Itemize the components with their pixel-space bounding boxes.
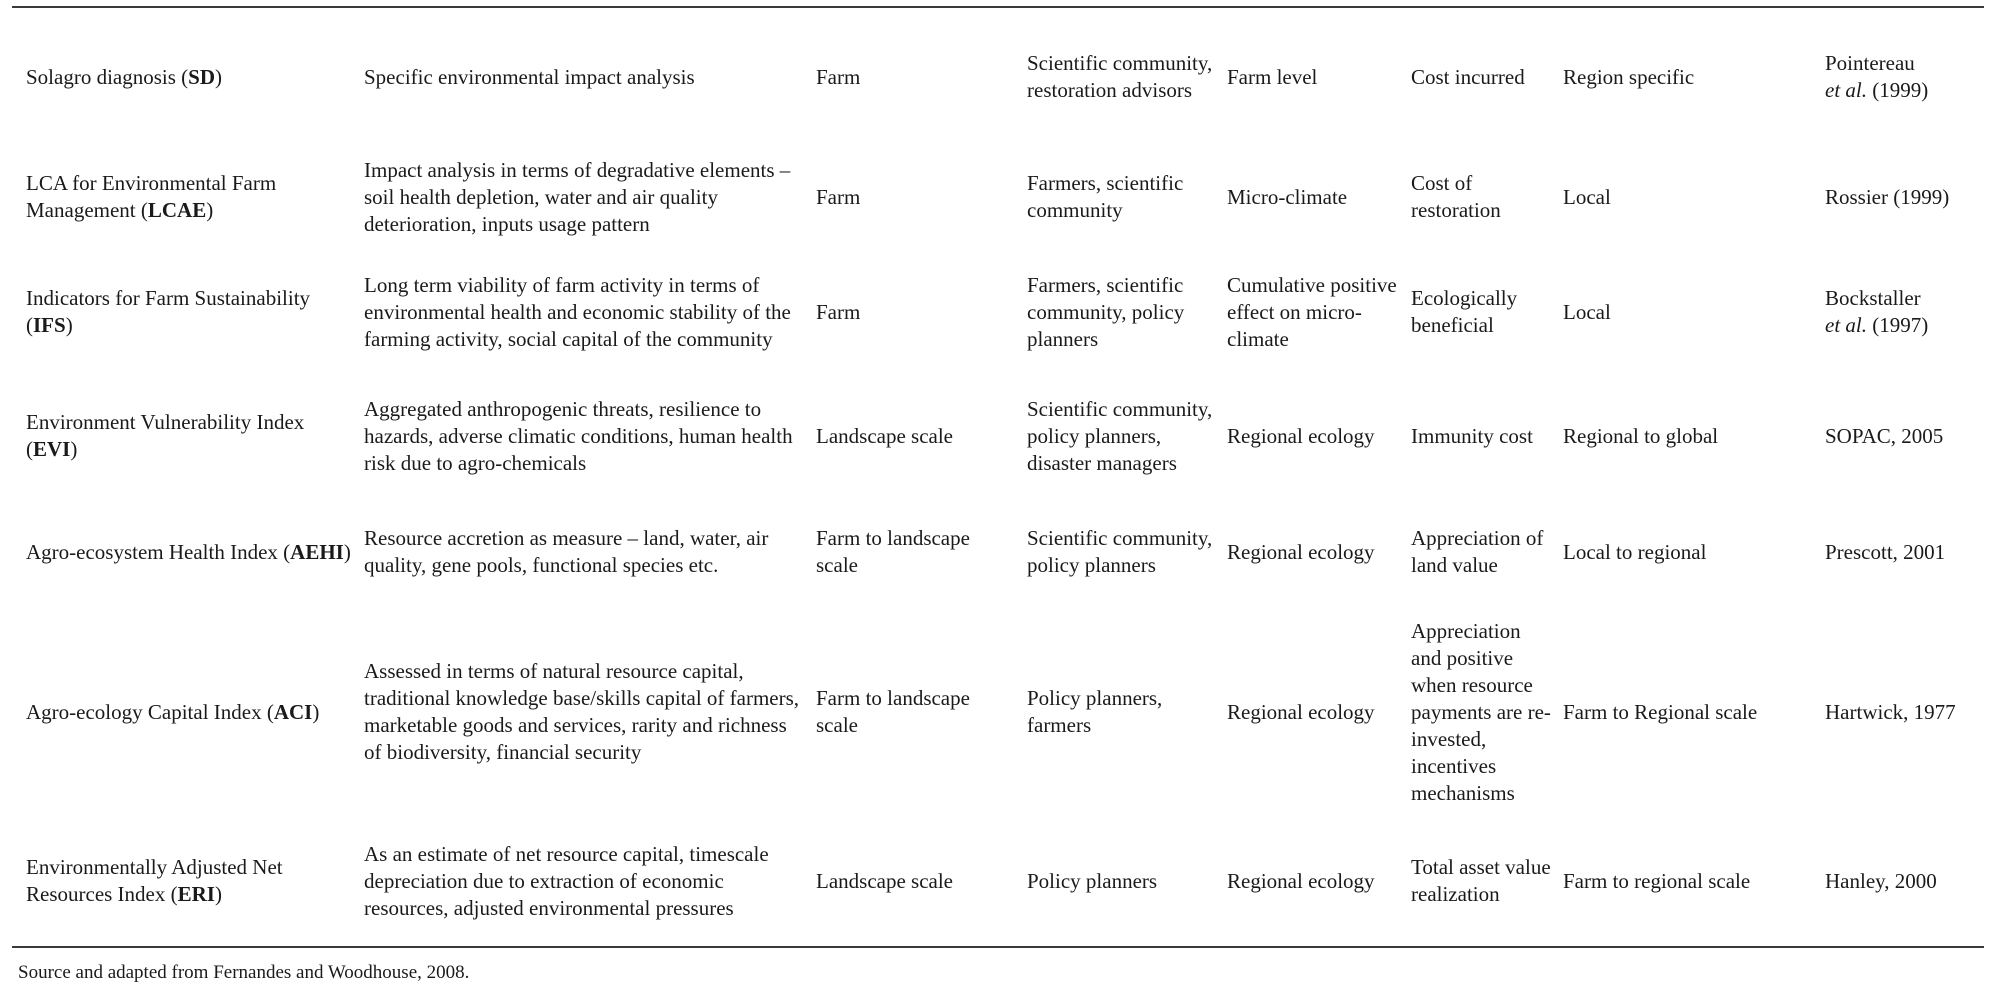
method-abbreviation: ERI — [177, 882, 215, 906]
applicability-cell: Local to regional — [1563, 539, 1707, 564]
applicability-cell: Local — [1563, 299, 1611, 324]
users-cell: Scientific community, restoration advisors — [1027, 51, 1213, 102]
cost-cell: Total asset value realization — [1411, 855, 1551, 906]
methods-table-container — [12, 6, 1984, 948]
applicability-cell: Region specific — [1563, 64, 1695, 89]
applicability-cell: Regional to global — [1563, 423, 1719, 448]
focus-cell: Specific environmental impact analysis — [364, 64, 695, 89]
table-bottom-rule — [12, 946, 1984, 948]
reference-cell: Hanley, 2000 — [1825, 868, 1937, 893]
applicability-cell: Local — [1563, 184, 1611, 209]
impact-cell: Regional ecology — [1227, 539, 1375, 564]
impact-cell: Cumulative positive effect on micro-climate — [1227, 272, 1397, 351]
scale-cell: Farm — [816, 184, 861, 209]
table-row — [12, 376, 1984, 496]
table-row — [12, 248, 1984, 376]
table-row — [12, 496, 1984, 608]
scale-cell: Landscape scale — [816, 423, 954, 448]
method-cell: Agro-ecology Capital Index (ACI) — [26, 699, 320, 724]
cost-cell: Cost incurred — [1411, 64, 1525, 89]
method-abbreviation: LCAE — [147, 198, 207, 222]
users-cell: Policy planners — [1027, 868, 1158, 893]
reference-cell: Bockstaller et al. (1997) — [1825, 286, 1929, 337]
table-row — [12, 608, 1984, 816]
scale-cell: Farm to landscape scale — [816, 686, 970, 737]
method-cell: LCA for Environmental Farm Management (LCAE) — [26, 171, 277, 222]
method-abbreviation: EVI — [33, 437, 71, 461]
focus-cell: Assessed in terms of natural resource capital, traditional knowledge base/skills capital of farmers, marketable goods and services, rarity and richness of biodiversity, financial security — [364, 659, 800, 764]
reference-cell: SOPAC, 2005 — [1825, 423, 1944, 448]
scale-cell: Farm to landscape scale — [816, 526, 970, 577]
method-cell: Environmentally Adjusted Net Resources Index (ERI) — [26, 855, 283, 906]
users-cell: Scientific community, policy planners — [1027, 526, 1213, 577]
method-abbreviation: AEHI — [290, 539, 344, 564]
method-abbreviation: SD — [188, 64, 216, 89]
table-row — [12, 8, 1984, 146]
users-cell: Farmers, scientific community — [1027, 171, 1184, 222]
methods-table — [12, 8, 1984, 946]
scale-cell: Landscape scale — [816, 868, 954, 893]
focus-cell: As an estimate of net resource capital, timescale depreciation due to extraction of economic resources, adjusted environmental pressures — [364, 841, 769, 920]
method-cell: Indicators for Farm Sustainability (IFS) — [26, 286, 311, 337]
focus-cell: Impact analysis in terms of degradative elements – soil health depletion, water and air quality deterioration, inputs usage pattern — [364, 157, 791, 236]
reference-cell: Pointereau et al. (1999) — [1825, 51, 1929, 102]
impact-cell: Micro-climate — [1227, 184, 1348, 209]
method-cell: Solagro diagnosis (SD) — [26, 64, 223, 89]
table-source-note: Source and adapted from Fernandes and Woodhouse, 2008. — [18, 962, 470, 983]
reference-cell: Hartwick, 1977 — [1825, 699, 1956, 724]
impact-cell: Farm level — [1227, 64, 1318, 89]
impact-cell: Regional ecology — [1227, 868, 1375, 893]
scale-cell: Farm — [816, 299, 861, 324]
table-row — [12, 146, 1984, 248]
cost-cell: Appreciation of land value — [1411, 526, 1544, 577]
reference-cell: Rossier (1999) — [1825, 184, 1950, 209]
users-cell: Farmers, scientific community, policy planners — [1027, 272, 1185, 351]
applicability-cell: Farm to Regional scale — [1563, 699, 1758, 724]
impact-cell: Regional ecology — [1227, 423, 1375, 448]
reference-cell: Prescott, 2001 — [1825, 539, 1946, 564]
focus-cell: Aggregated anthropogenic threats, resilience to hazards, adverse climatic conditions, human health risk due to agro-chemicals — [364, 396, 793, 475]
applicability-cell: Farm to regional scale — [1563, 868, 1751, 893]
impact-cell: Regional ecology — [1227, 699, 1375, 724]
table-row — [12, 816, 1984, 946]
method-cell: Environment Vulnerability Index (EVI) — [26, 410, 305, 461]
users-cell: Scientific community, policy planners, disaster managers — [1027, 396, 1213, 475]
focus-cell: Resource accretion as measure – land, water, air quality, gene pools, functional species etc. — [364, 526, 769, 577]
cost-cell: Immunity cost — [1411, 423, 1533, 448]
method-abbreviation: IFS — [33, 313, 66, 337]
scale-cell: Farm — [816, 64, 861, 89]
method-abbreviation: ACI — [273, 699, 313, 724]
users-cell: Policy planners, farmers — [1027, 686, 1163, 737]
cost-cell: Cost of restoration — [1411, 171, 1501, 222]
cost-cell: Appreciation and positive when resource payments are re-invested, incentives mechanisms — [1411, 618, 1551, 805]
cost-cell: Ecologically beneficial — [1411, 286, 1518, 337]
method-cell: Agro-ecosystem Health Index (AEHI) — [26, 539, 351, 564]
focus-cell: Long term viability of farm activity in terms of environmental health and economic stability of the farming activity, social capital of the community — [364, 272, 791, 351]
